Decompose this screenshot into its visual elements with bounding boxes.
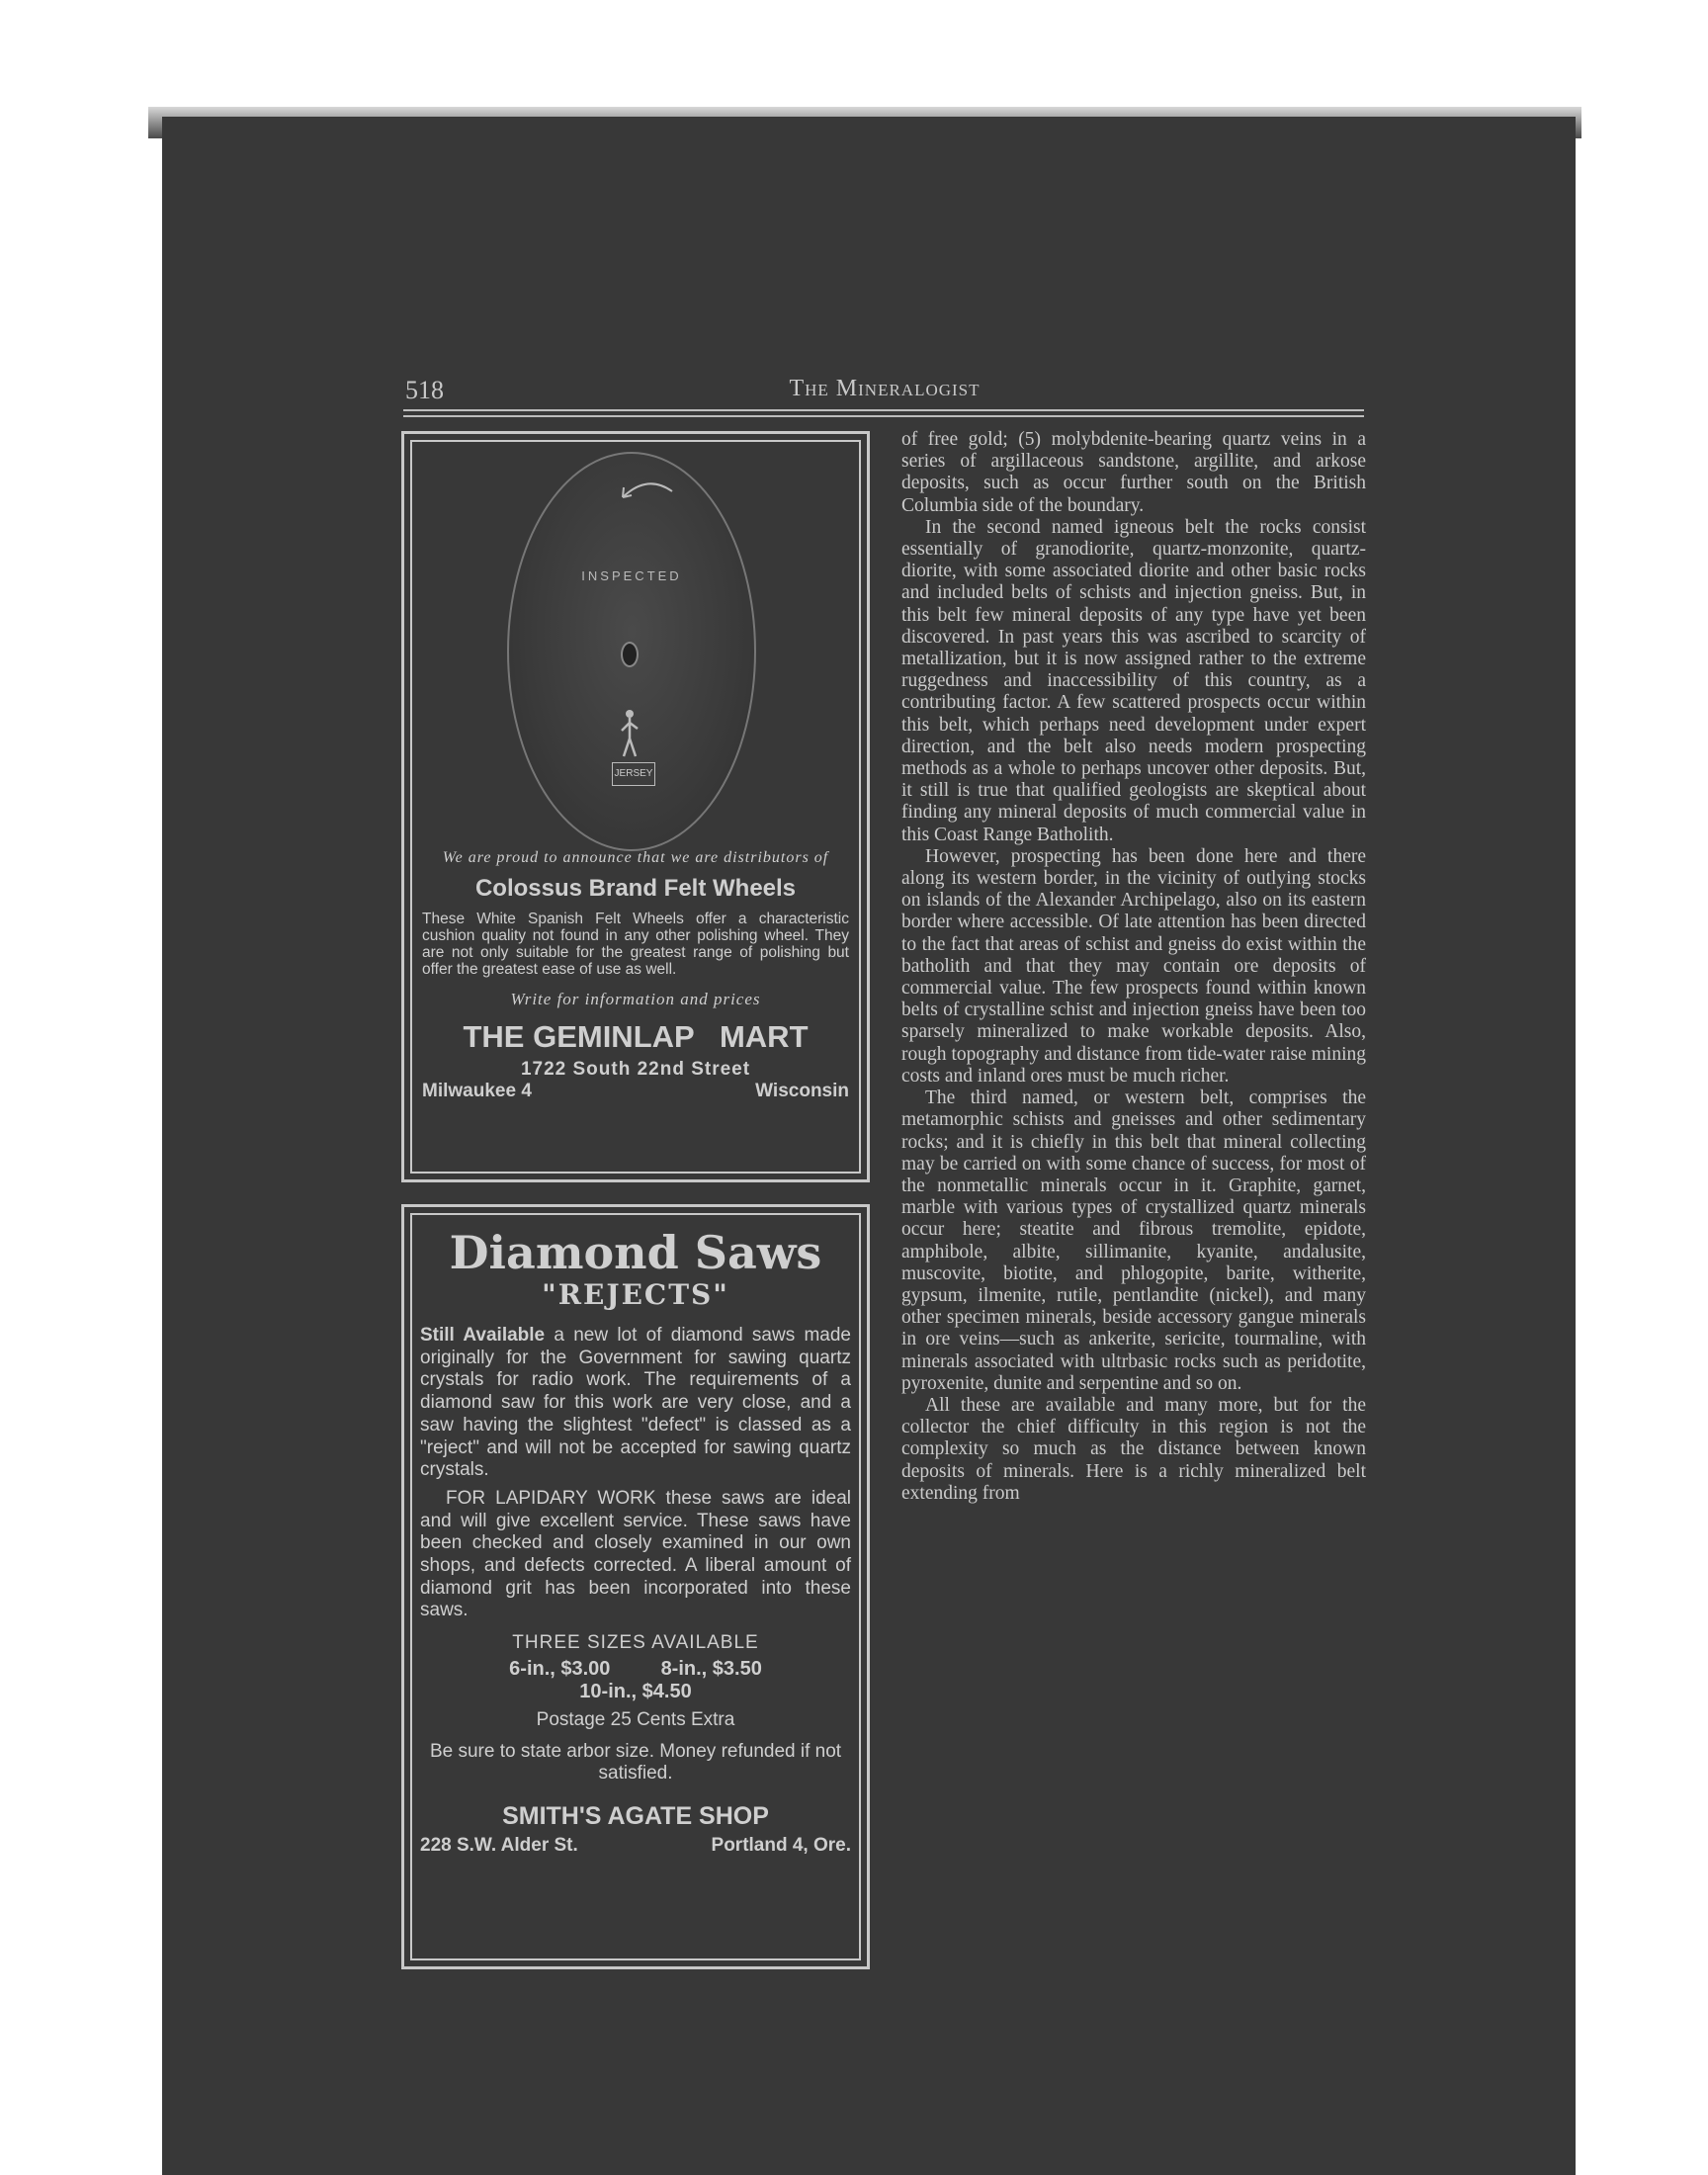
wheel-hole [621,642,639,667]
ad-saws-copy [416,1227,855,1857]
figure-icon [620,709,640,758]
ad-saws-address [416,1835,855,1857]
article-paragraph: All these are available and many more, but for the collector the chief difficulty in this region is not the complexity so much as the distance between known deposits of minerals. Here is a richly mineralized belt extending from [901,1394,1366,1504]
ad-saws-sizes-row [416,1658,855,1681]
ad-felt-intro: We are proud to announce that we are distributors of [442,849,829,866]
article-paragraph: In the second named igneous belt the rocks consist essentially of granodiorite, quartz-monzonite, quartz-diorite, with some associated diorite and other basic rocks and included belts of schists and injection gneiss. But, in this belt few mineral deposits of any type have yet been discovered. In past years this was ascribed to scarcity of metallization, but it is now assigned rather to the extreme ruggedness and inaccessibility of this country, as a contributing factor. A few scattered prospects occur within this belt, which perhaps need development under expert direction, and the belt also needs modern prospecting methods as a whole to perhaps uncover other deposits. But, it still is true that qualified geologists are skeptical about finding any mineral deposits of much commercial value in this Coast Range Batholith. [901,516,1366,845]
header-rule [403,409,1364,411]
ad-felt-citystate [416,1081,855,1102]
ad-saws-title: Diamond Saws [449,1226,822,1279]
ad-felt-city: Milwaukee 4 [422,1081,532,1101]
ad-saws-para2: FOR LAPIDARY WORK these saws are ideal and will give excellent service. These saws have been checked and closely examined in our own shops, and defects corrected. A liberal amount of diamond grit has been incorporated into these saws. [420,1487,851,1621]
journal-title: The Mineralogist [789,376,981,401]
header-rule-double [403,415,1364,417]
article-paragraph: of free gold; (5) molybdenite-bearing quartz veins in a series of argillaceous sandstone, argillite, and arkose deposits, such as occur further south on the British Columbia side of the boundary. [901,429,1366,516]
ad-saws-street: 228 S.W. Alder St. [420,1835,578,1857]
arrow-icon [618,474,677,503]
page-number: 518 [405,376,444,404]
ad-saws-para1-text: a new lot of diamond saws made originally for the Government for sawing quartz crystals for radio work. The requirements of a diamond saw for this work are very close, and a saw having the slightest "defect" is classed as a "reject" and will not be accepted for sawing quartz crystals. [420,1325,851,1481]
diamond-saws-ad [401,1204,870,1969]
running-header [405,374,1364,409]
felt-wheel-image [507,452,756,851]
article-paragraph: However, prospecting has been done here and there along its western border, in the vicinity of outlying stocks on islands of the Alexander Archipelago, also on its eastern border where accessible. Of late attention has been directed to the fact that areas of schist and gneiss do exist within the batholith and that they may contain ore deposits of commercial value. The few prospects found within known belts of crystalline schist and injection gneiss have been too sparsely mineralized to make workable deposits. Also, rough topography and distance from tide-water raise mining costs and inland ores must be much richer. [901,845,1366,1087]
ad-saws-subtitle: "REJECTS" [542,1278,729,1311]
ad-saws-size-1: 6-in., $3.00 [509,1658,611,1681]
ad-felt-company: THE GEMINLAP MART [463,1019,809,1054]
felt-wheels-ad [401,431,870,1182]
ad-saws-size-3: 10-in., $4.50 [579,1681,692,1703]
article-column [901,429,1366,1505]
article-paragraph: The third named, or western belt, comprises the metamorphic schists and gneisses and other sedimentary rocks; and it is chiefly in this belt that mineral collecting may be carried on with some chance of success, for most of the nonmetallic minerals occur in it. Graphite, garnet, marble with various types of crystallized quartz minerals occur here; steatite and fibrous tremolite, epidote, amphibole, albite, sillimanite, kyanite, andalusite, muscovite, biotite, and phlogopite, barite, witherite, gypsum, ilmenite, rutile, pentlandite (nickel), and many other specimen minerals, beside accessory gangue minerals in ore veins—such as ankerite, sericite, tourmaline, with minerals associated with ultrbasic rocks such as peridotite, pyroxenite, dunite and serpentine and so on. [901,1088,1366,1394]
ad-saws-postage: Postage 25 Cents Extra [536,1709,735,1731]
ad-felt-product: Colossus Brand Felt Wheels [474,875,797,902]
ad-felt-description: These White Spanish Felt Wheels offer a characteristic cushion quality not found in any other polishing wheel. They are not only suitable for the greatest range of polishing but offer the greatest ease of use as well. [422,911,849,978]
ad-saws-para1 [416,1325,855,1482]
wheel-badge: JERSEY [612,762,655,786]
ad-saws-city: Portland 4, Ore. [711,1835,851,1857]
ad-saws-size-2: 8-in., $3.50 [660,1658,762,1681]
ad-felt-state: Wisconsin [755,1081,849,1101]
ad-saws-sizes-heading: THREE SIZES AVAILABLE [512,1632,759,1654]
wheel-label: INSPECTED [581,568,682,583]
ad-saws-company: SMITH'S AGATE SHOP [502,1802,769,1831]
ad-saws-lead: Still Available [420,1325,546,1346]
ad-felt-cta: Write for information and prices [510,990,761,1008]
ad-saws-note: Be sure to state arbor size. Money refunded if not satisfied. [429,1741,842,1784]
ad-felt-street: 1722 South 22nd Street [520,1059,751,1080]
ad-felt-copy [416,849,855,1102]
